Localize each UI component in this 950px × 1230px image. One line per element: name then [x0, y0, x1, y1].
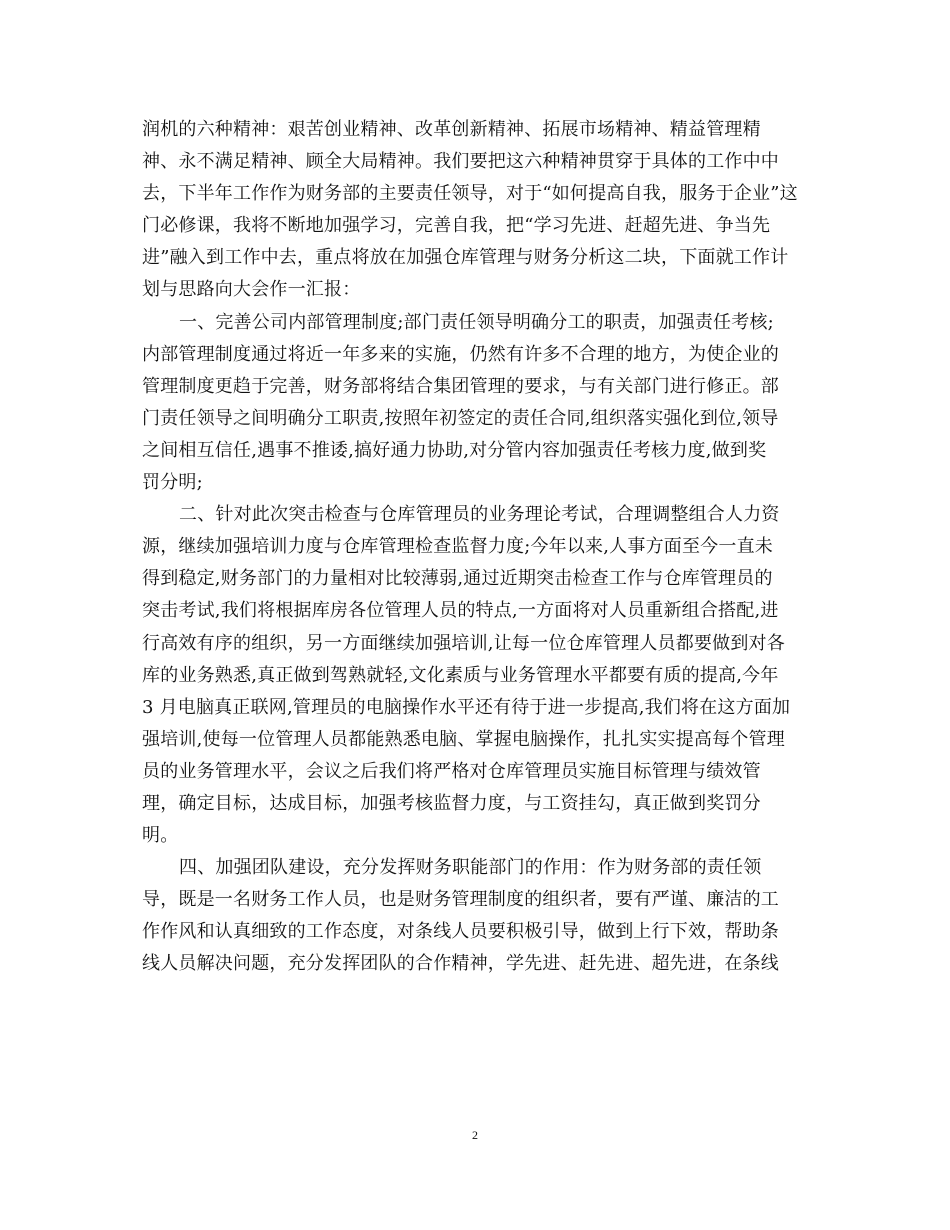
text-line: 去，下半年工作作为财务部的主要责任领导，对于“如何提高自我，服务于企业”这: [142, 183, 798, 205]
text-line: 管理制度更趋于完善，财务部将结合集团管理的要求，与有关部门进行修正。部: [142, 375, 779, 397]
paragraph-intro: [142, 114, 808, 307]
paragraph-section-1: [142, 307, 808, 500]
paragraph-section-4: [142, 852, 808, 980]
document-body: [142, 114, 808, 981]
page-number: 2: [472, 1128, 478, 1142]
text-line: 内部管理制度通过将近一年多来的实施，仍然有许多不合理的地方，为使企业的: [142, 343, 779, 365]
text-line: 源，继续加强培训力度与仓库管理检查监督力度;今年以来,人事方面至今一直未: [142, 536, 773, 558]
text-line: 得到稳定,财务部门的力量相对比较薄弱,通过近期突击检查工作与仓库管理员的: [142, 568, 773, 590]
text-line: 润机的六种精神：艰苦创业精神、改革创新精神、拓展市场精神、精益管理精: [142, 119, 761, 140]
text-line: 进”融入到工作中去，重点将放在加强仓库管理与财务分析这二块，下面就工作计: [142, 247, 789, 269]
text-line: 四、加强团队建设，充分发挥财务职能部门的作用：作为财务部的责任领: [179, 857, 762, 879]
text-line: 突击考试,我们将根据库房各位管理人员的特点,一方面将对人员重新组合搭配,进: [142, 600, 779, 622]
text-line: 线人员解决问题，充分发挥团队的合作精神，学先进、赶先进、超先进，在条线: [142, 953, 779, 975]
text-line: 员的业务管理水平，会议之后我们将严格对仓库管理员实施目标管理与绩效管: [142, 760, 761, 782]
text-line: 库的业务熟悉,真正做到驾熟就轻,文化素质与业务管理水平都要有质的提高,今年: [142, 664, 779, 686]
text-line: 神、永不满足精神、顾全大局精神。我们要把这六种精神贯穿于具体的工作中中: [142, 151, 779, 173]
paragraph-section-2: [142, 499, 808, 852]
text-line: 作作风和认真细致的工作态度，对条线人员要积极引导，做到上行下效，帮助条: [142, 921, 779, 943]
text-line: 3 月电脑真正联网,管理员的电脑操作水平还有待于进一步提高,我们将在这方面加: [142, 696, 791, 718]
text-line: 明。: [142, 825, 179, 847]
text-line: 导，既是一名财务工作人员，也是财务管理制度的组织者，要有严谨、廉洁的工: [142, 889, 779, 911]
text-line: 划与思路向大会作一汇报：: [142, 279, 361, 301]
text-line: 强培训,使每一位管理人员都能熟悉电脑、掌握电脑操作，扎扎实实提高每个管理: [142, 728, 785, 750]
text-line: 理，确定目标，达成目标，加强考核监督力度，与工资挂勾，真正做到奖罚分: [142, 792, 761, 814]
text-line: 二、针对此次突击检查与仓库管理员的业务理论考试，合理调整组合人力资: [179, 504, 780, 526]
text-line: 行高效有序的组织，另一方面继续加强培训,让每一位仓库管理人员都要做到对各: [142, 632, 785, 654]
text-line: 门必修课，我将不断地加强学习，完善自我，把“学习先进、赶超先进、争当先: [142, 215, 771, 237]
text-line: 罚分明;: [142, 472, 203, 494]
text-line: 之间相互信任,遇事不推诿,搞好通力协助,对分管内容加强责任考核力度,做到奖: [142, 439, 767, 461]
text-line: 一、完善公司内部管理制度;部门责任领导明确分工的职责，加强责任考核;: [179, 311, 774, 333]
text-line: 门责任领导之间明确分工职责,按照年初签定的责任合同,组织落实强化到位,领导: [142, 407, 779, 429]
